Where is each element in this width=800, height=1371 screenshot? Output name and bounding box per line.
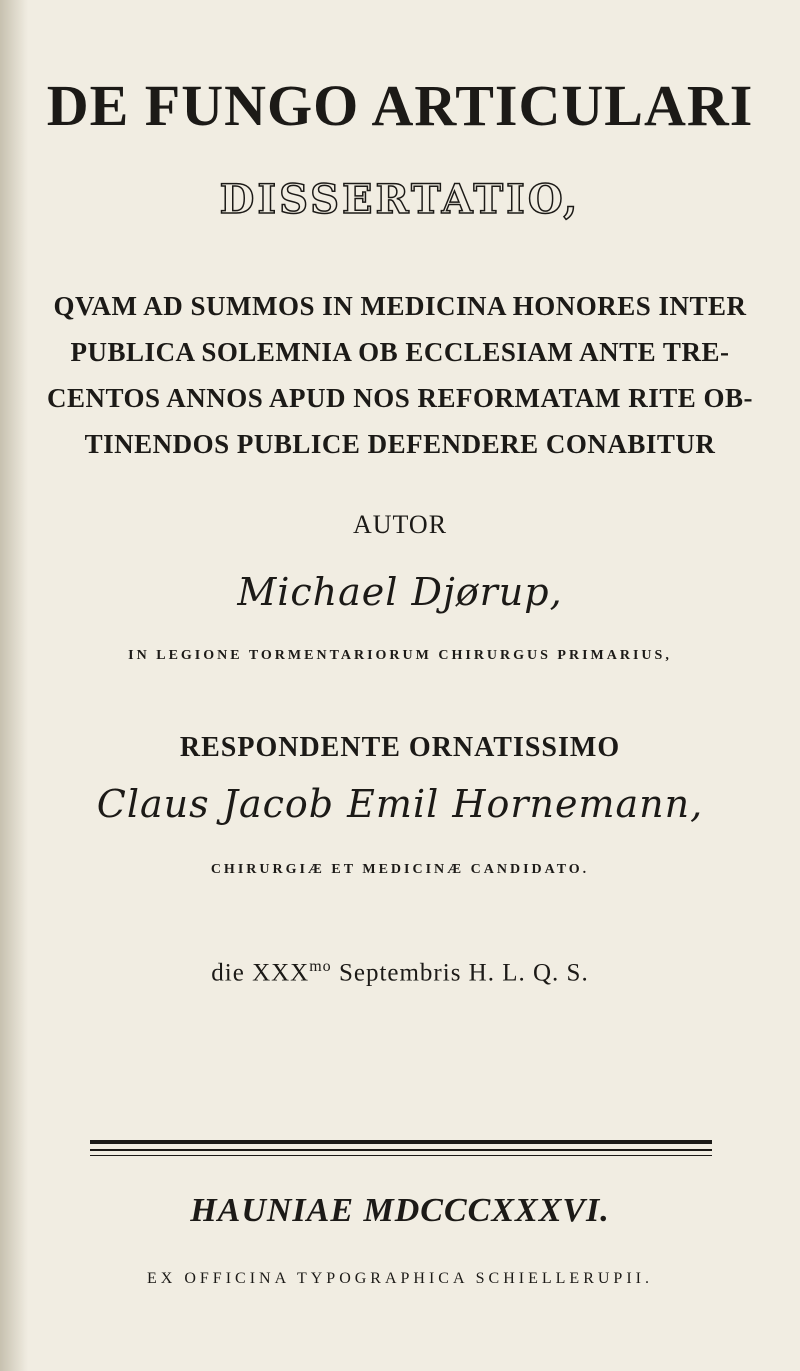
dedication-line: QVAM AD SUMMOS IN MEDICINA HONORES INTER [53,291,747,321]
date-numeral: XXX [252,959,310,987]
date-suffix: Septembris H. L. Q. S. [338,959,589,987]
respondent-title: CHIRURGIÆ ET MEDICINÆ CANDIDATO. [210,862,590,877]
printer-line: EX OFFICINA TYPOGRAPHICA SCHIELLERUPII. [147,1270,653,1287]
subtitle: DISSERTATIO, [219,176,581,223]
date-line [0,958,800,987]
respondent-label: RESPONDENTE ORNATISSIMO [179,732,621,763]
respondent-name: Claus Jacob Emil Hornemann, [96,782,704,826]
date-prefix: die [211,959,245,987]
author-name: Michael Djørup, [237,570,563,614]
author-label: AUTOR [352,510,448,539]
decorative-rule [90,1140,712,1166]
dedication-line: CENTOS ANNOS APUD NOS REFORMATAM RITE OB- [46,383,754,413]
main-title: DE FUNGO ARTICULARI [46,73,754,138]
date-ordinal: mo [309,958,332,975]
dedication-line: PUBLICA SOLEMNIA OB ECCLESIAM ANTE TRE- [70,337,730,367]
imprint-place-date: HAUNIAE MDCCCXXXVI. [190,1192,610,1229]
dedication-line: TINENDOS PUBLICE DEFENDERE CONABITUR [84,429,716,459]
author-title: IN LEGIONE TORMENTARIORUM CHIRURGUS PRIMARIUS, [128,648,672,663]
